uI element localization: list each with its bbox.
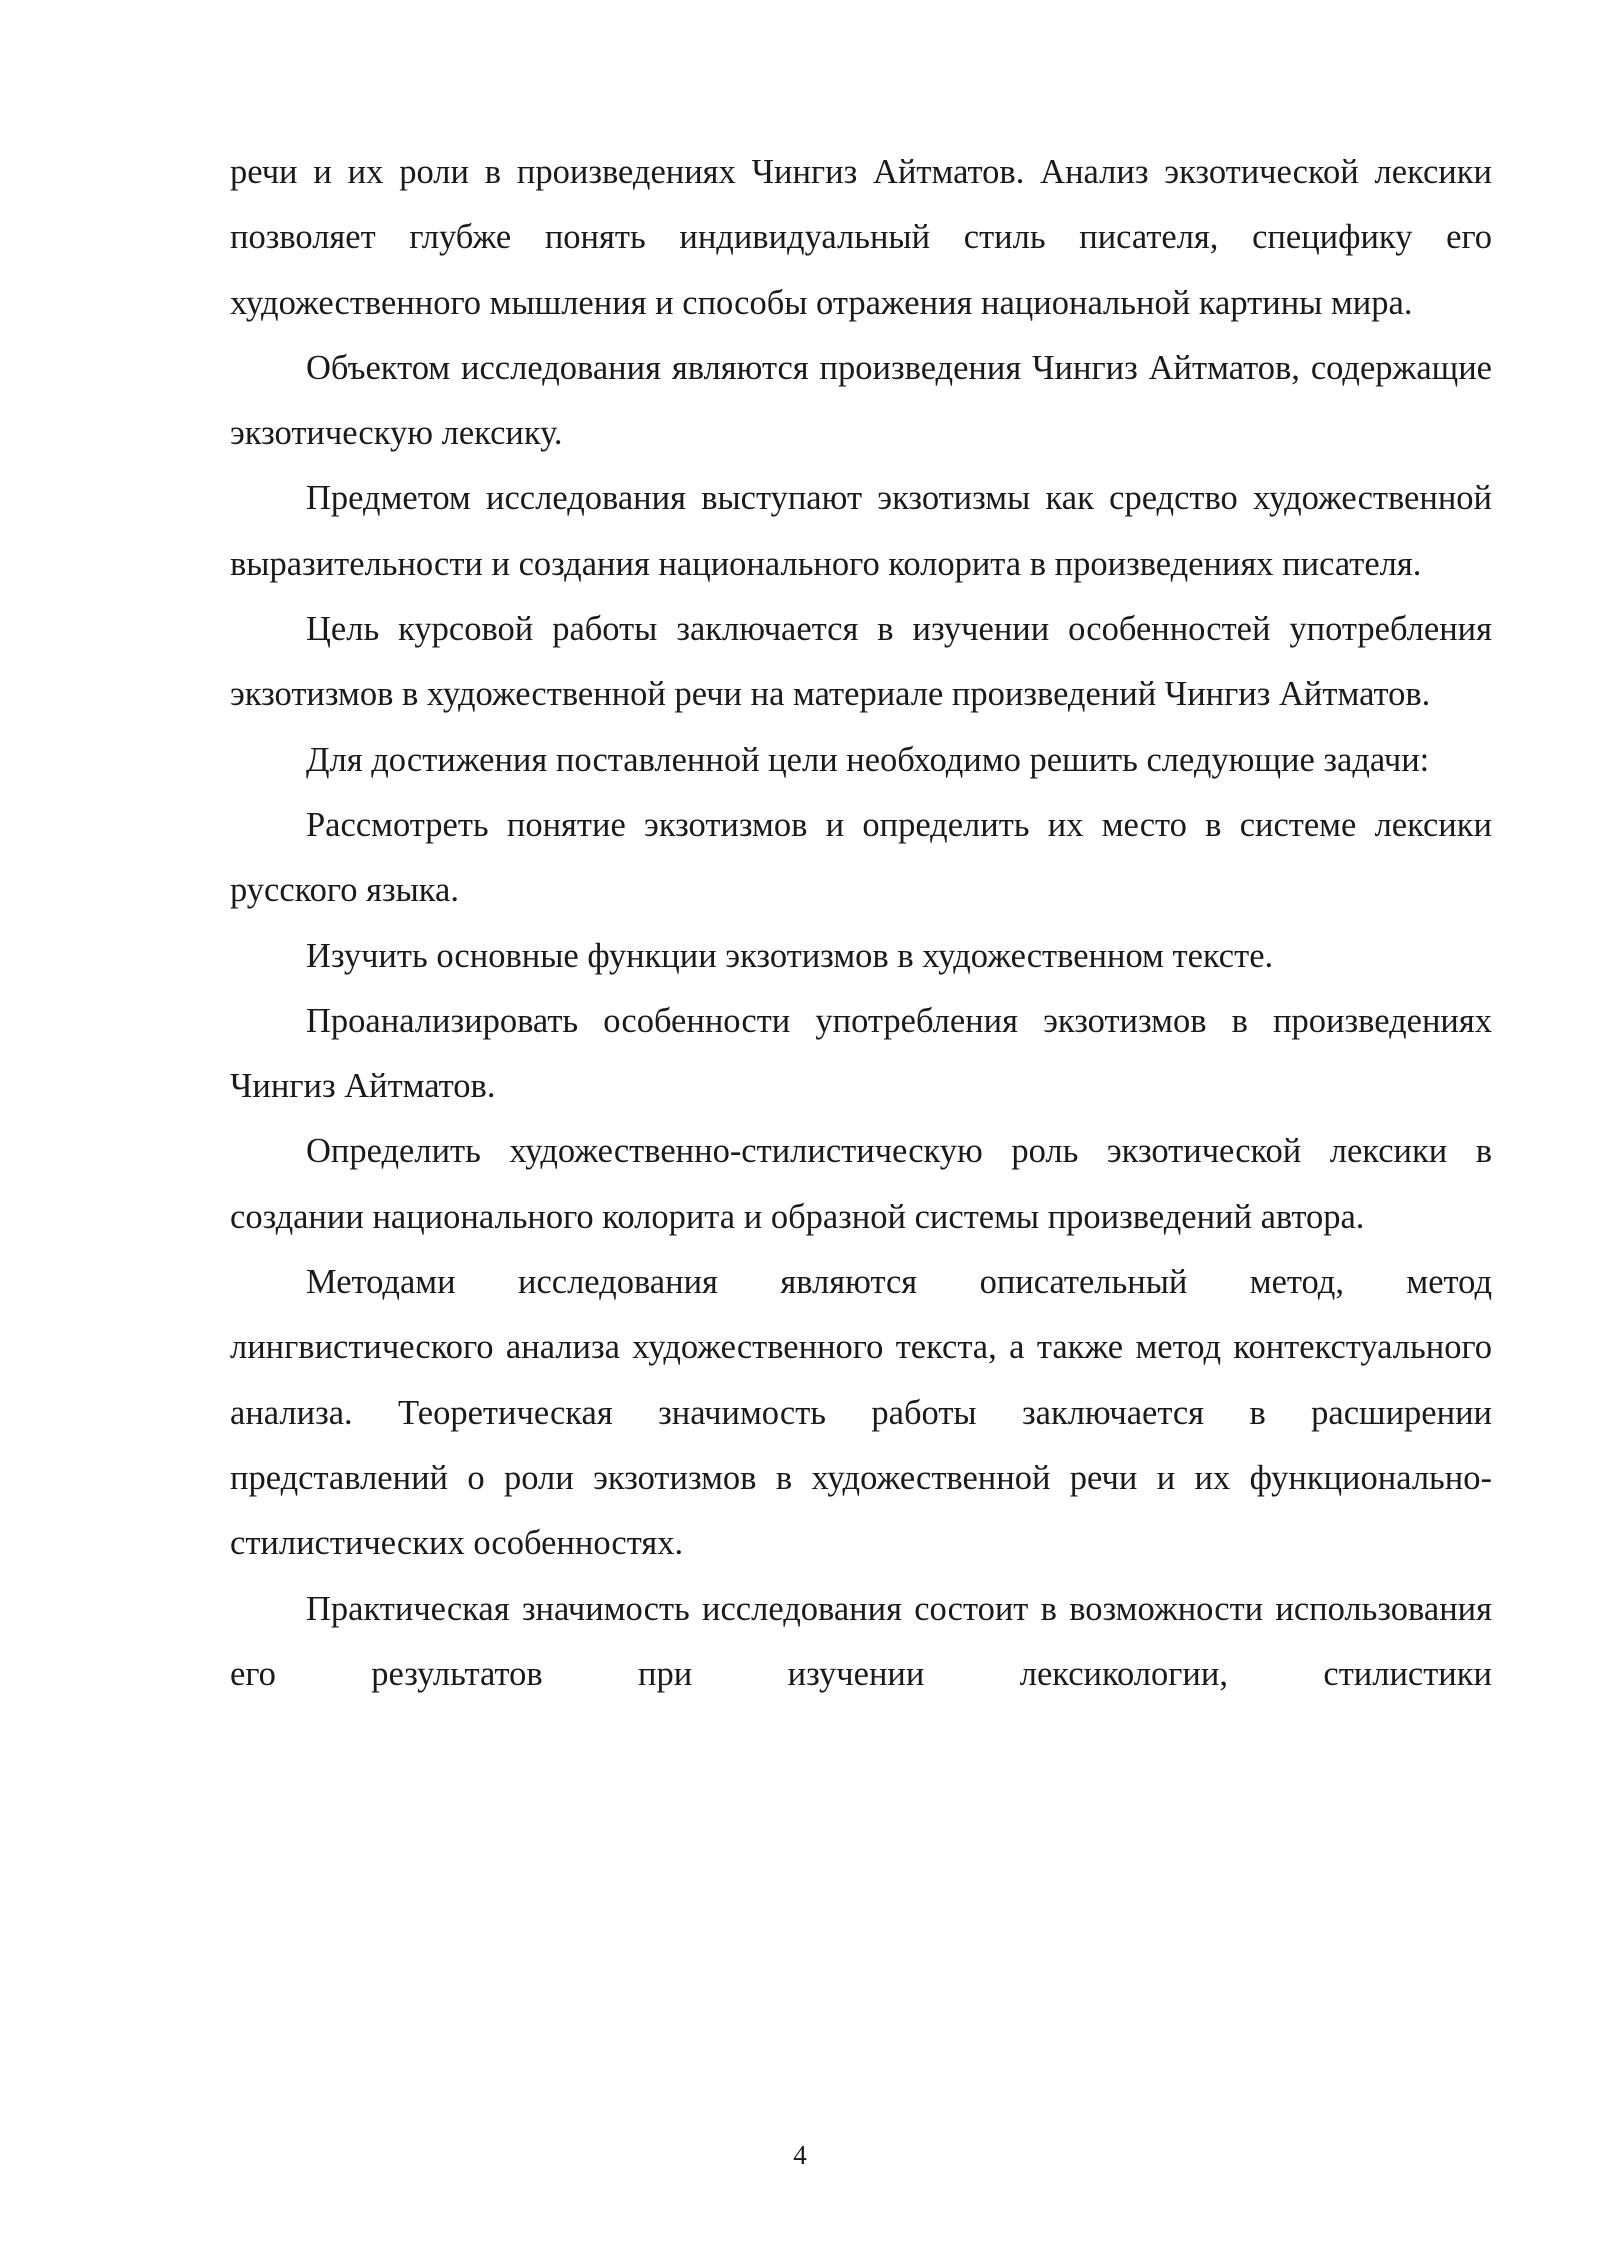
paragraph-tasks-intro: Для достижения поставленной цели необходимо решить следующие задачи:	[306, 740, 1430, 779]
paragraph-task-4: Определить художественно-стилистическую роль экзотической лексики в создании национального колорита и образной системы произведений автора.	[230, 1132, 1492, 1236]
paragraph-task-2: Изучить основные функции экзотизмов в художественном тексте.	[306, 936, 1274, 975]
document-body	[230, 140, 1492, 1707]
paragraph-subject: Предметом исследования выступают экзотизмы как средство художественной выразительности и создания национального колорита в произведениях писателя.	[230, 479, 1492, 583]
paragraph-task-1: Рассмотреть понятие экзотизмов и определить их место в системе лексики русского языка.	[230, 805, 1492, 910]
paragraph-methods: Методами исследования являются описательный метод, метод лингвистического анализа художественного текста, а также метод контекстуального анализа. Теоретическая значимость работы заключается в расширении представлений о роли экзотизмов в художественной речи и их функционально-стилистических особенностях.	[230, 1263, 1492, 1563]
paragraph-object: Объектом исследования являются произведения Чингиз Айтматов, содержащие экзотическую лексику.	[230, 348, 1492, 453]
paragraph-goal: Цель курсовой работы заключается в изучении особенностей употребления экзотизмов в художественной речи на материале произведений Чингиз Айтматов.	[230, 610, 1492, 714]
paragraph-practical: Практическая значимость исследования состоит в возможности использования его результатов при изучении лексикологии, стилистики	[230, 1589, 1492, 1693]
paragraph-task-3: Проанализировать особенности употребления экзотизмов в произведениях Чингиз Айтматов.	[230, 1001, 1492, 1106]
paragraph-continuation: речи и их роли в произведениях Чингиз Айтматов. Анализ экзотической лексики позволяет глубже понять индивидуальный стиль писателя, специфику его художественного мышления и способы отражения национальной картины мира.	[230, 153, 1492, 322]
page-number: 4	[793, 2140, 807, 2170]
